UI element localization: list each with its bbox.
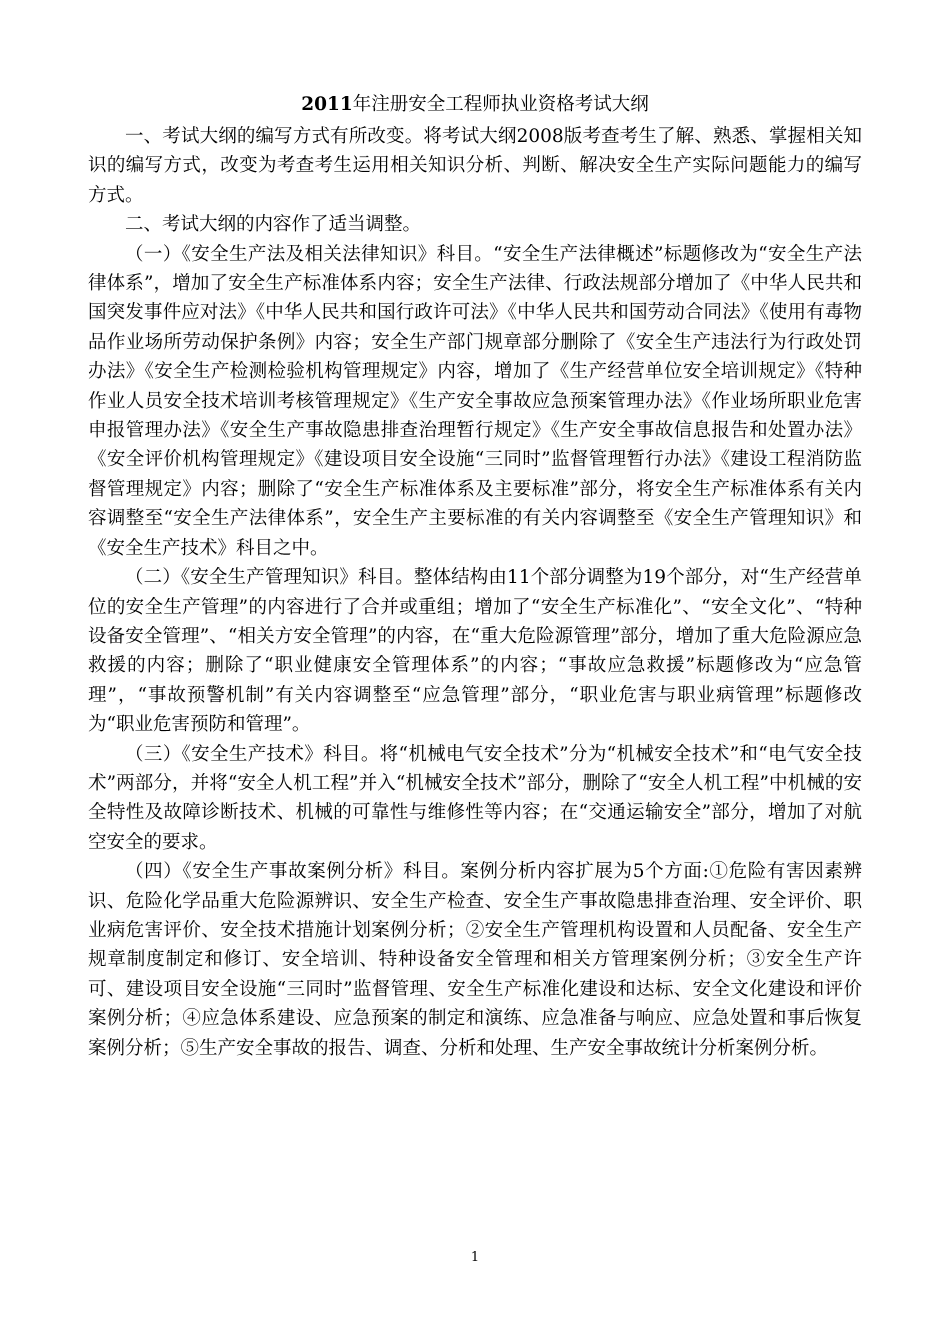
paragraph-case-analysis-subject: （四）《安全生产事故案例分析》科目。案例分析内容扩展为5个方面:①危险有害因素辨识、危险化学品重大危险源辨识、安全生产检查、安全生产事故隐患排查治理、安全评价、职业病危害评价、安全技术措施计划案例分析；②安全生产管理机构设置和人员配备、安全生产规章制度制定和修订、安全培训、特种设备安全管理和相关方管理案例分析；③安全生产许可、建设项目安全设施“三同时”监督管理、安全生产标准化建设和达标、安全文化建设和评价案例分析；④应急体系建设、应急预案的制定和演练、应急准备与响应、应急处置和事后恢复案例分析；⑤生产安全事故的报告、调查、分析和处理、生产安全事故统计分析案例分析。 — [88, 861, 862, 1059]
document-body — [88, 90, 862, 1063]
paragraph-law-subject: （一）《安全生产法及相关法律知识》科目。“安全生产法律概述”标题修改为“安全生产法律体系”，增加了安全生产标准体系内容；安全生产法律、行政法规部分增加了《中华人民共和国突发事件应对法》《中华人民共和国行政许可法》《中华人民共和国劳动合同法》《使用有毒物品作业场所劳动保护条例》内容；安全生产部门规章部分删除了《安全生产违法行为行政处罚办法》《安全生产检测检验机构管理规定》内容，增加了《生产经营单位安全培训规定》《特种作业人员安全技术培训考核管理规定》《生产安全事故应急预案管理办法》《作业场所职业危害申报管理办法》《安全生产事故隐患排查治理暂行规定》《生产安全事故信息报告和处置办法》《安全评价机构管理规定》《建设项目安全设施“三同时”监督管理暂行办法》《建设工程消防监督管理规定》内容；删除了“安全生产标准体系及主要标准”部分，将安全生产标准体系有关内容调整至“安全生产法律体系”，安全生产主要标准的有关内容调整至《安全生产管理知识》和《安全生产技术》科目之中。 — [88, 243, 862, 559]
paragraph-content-adjustment: 二、考试大纲的内容作了适当调整。 — [125, 214, 422, 236]
paragraph-technology-subject: （三）《安全生产技术》科目。将“机械电气安全技术”分为“机械安全技术”和“电气安全技术”两部分，并将“安全人机工程”并入“机械安全技术”部分，删除了“安全人机工程”中机械的安全特性及故障诊断技术、机械的可靠性与维修性等内容；在“交通运输安全”部分，增加了对航空安全的要求。 — [88, 743, 862, 853]
page-number: 1 — [470, 1250, 480, 1265]
title-year: 2011 — [301, 94, 353, 115]
paragraph-management-subject: （二）《安全生产管理知识》科目。整体结构由11个部分调整为19个部分，对“生产经营单位的安全生产管理”的内容进行了合并或重组；增加了“安全生产标准化”、“安全文化”、“特种设备安全管理”、“相关方安全管理”的内容，在“重大危险源管理”部分，增加了重大危险源应急救援的内容；删除了“职业健康安全管理体系”的内容；“事故应急救援”标题修改为“应急管理”，“事故预警机制”有关内容调整至“应急管理”部分，“职业危害与职业病管理”标题修改为“职业危害预防和管理”。 — [88, 567, 862, 736]
paragraph-format-change: 一、考试大纲的编写方式有所改变。将考试大纲2008版考查考生了解、熟悉、掌握相关知识的编写方式，改变为考查考生运用相关知识分析、判断、解决安全生产实际问题能力的编写方式。 — [88, 126, 862, 206]
title-text: 年注册安全工程师执业资格考试大纲 — [352, 94, 649, 115]
document-title — [88, 90, 862, 120]
